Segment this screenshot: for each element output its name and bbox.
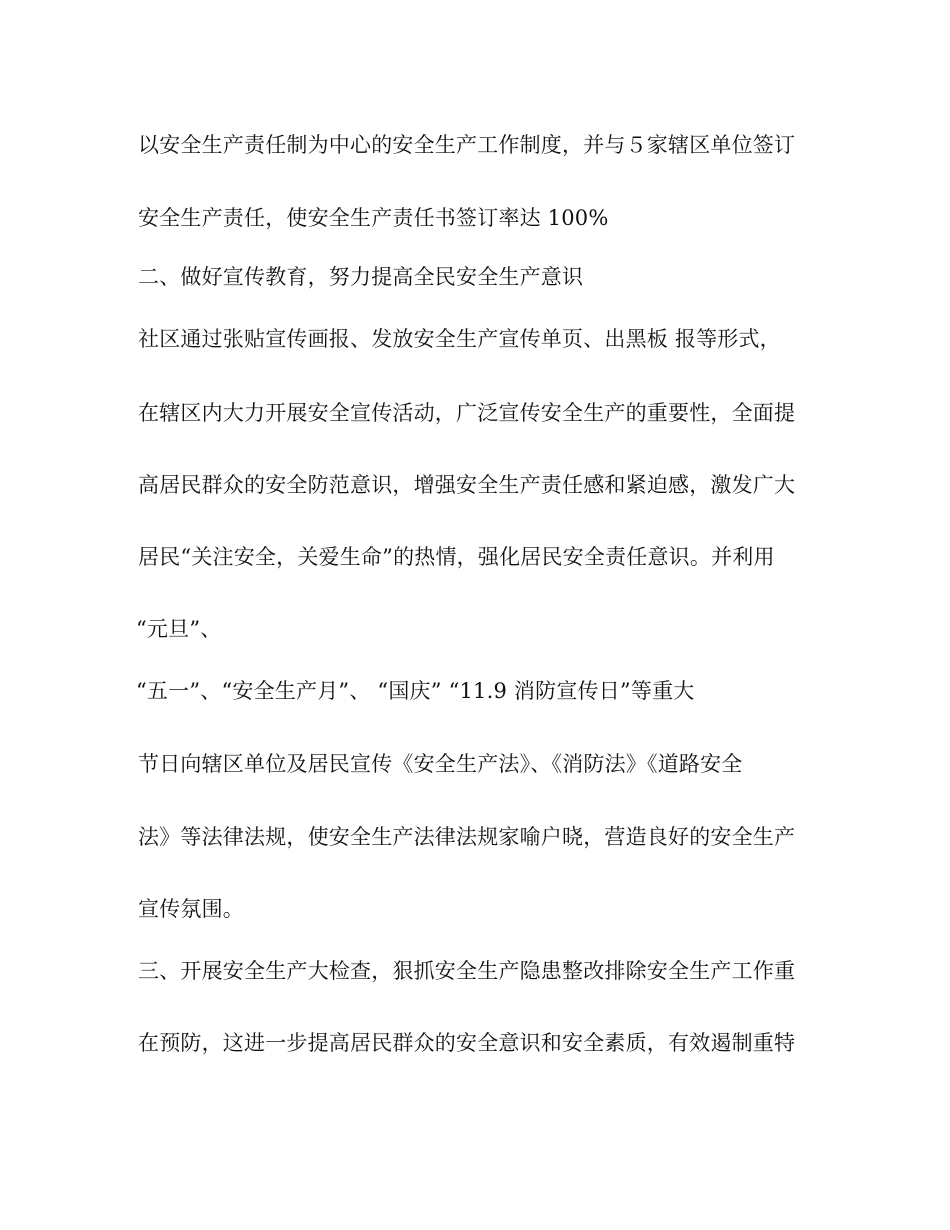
text-line: 高居民群众的安全防范意识，增强安全生产责任感和紧迫感，激发广大 bbox=[138, 473, 796, 497]
text-line: 法》等法律法规，使安全生产法律法规家喻户晓，营造良好的安全生产 bbox=[138, 825, 796, 849]
text-line: 安全生产责任，使安全生产责任书签订率达 100% bbox=[138, 206, 609, 230]
text-line: 宣传氛围。 bbox=[138, 897, 244, 921]
text-line: 在预防，这进一步提高居民群众的安全意识和安全素质，有效遏制重特 bbox=[138, 1031, 796, 1055]
text-line: 居民“关注安全，关爱生命”的热情，强化居民安全责任意识。并利用 bbox=[138, 545, 775, 569]
section-heading: 三、开展安全生产大检查，狠抓安全生产隐患整改排除安全生产工作重 bbox=[138, 959, 796, 983]
text-line: 节日向辖区单位及居民宣传《安全生产法》、《消防法》《道路安全 bbox=[138, 752, 743, 776]
section-heading: 二、做好宣传教育，努力提高全民安全生产意识 bbox=[138, 265, 584, 289]
text-line: “元旦”、 bbox=[136, 617, 222, 641]
text-line: 在辖区内大力开展安全宣传活动，广泛宣传安全生产的重要性，全面提 bbox=[138, 401, 796, 425]
text-line: “五一”、“安全生产月”、 “国庆” “11.9 消防宣传日”等重大 bbox=[136, 679, 695, 703]
text-line: 社区通过张贴宣传画报、发放安全生产宣传单页、出黑板 报等形式， bbox=[138, 327, 781, 351]
text-line: 以安全生产责任制为中心的安全生产工作制度，并与５家辖区单位签订 bbox=[138, 133, 796, 157]
